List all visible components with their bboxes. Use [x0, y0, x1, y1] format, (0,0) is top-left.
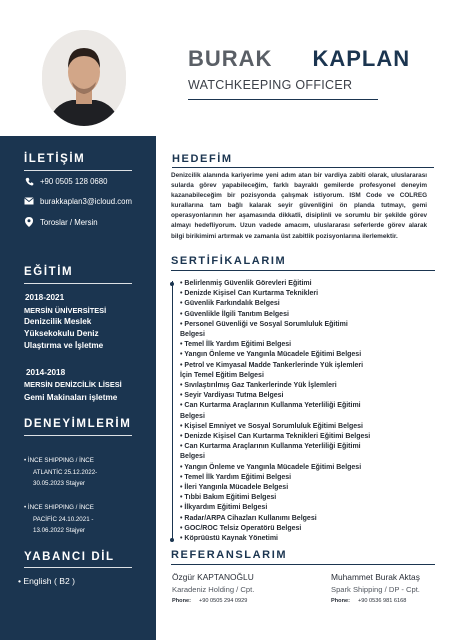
experience-1-line-2: ATLANTİC 25.12.2022- — [33, 468, 98, 476]
profile-photo — [42, 30, 126, 126]
education-school-1: MERSİN ÜNİVERSİTESİ — [24, 306, 107, 315]
certificates-list — [180, 279, 442, 544]
education-line-1a: Denizcilik Meslek — [24, 317, 92, 326]
certificate-item: • Tıbbi Bakım Eğitimi Belgesi — [180, 494, 277, 502]
job-title: WATCHKEEPING OFFICER — [188, 78, 353, 92]
certificate-item: • Personel Güvenliği ve Sosyal Sorumluluk Eğitimi — [180, 320, 348, 328]
timeline-dot-top — [170, 282, 174, 286]
experience-2-line-2: PACİFİC 24.10.2021 - — [33, 515, 94, 523]
certificate-item: • GOC/ROC Telsiz Operatörü Belgesi — [180, 524, 302, 532]
certificates-heading: SERTİFİKALARIM — [171, 255, 287, 267]
certificate-item: • Temel İlk Yardım Eğitimi Belgesi — [180, 473, 292, 481]
reference-2-phone: Phone: +90 0536 981 6168 — [331, 598, 407, 604]
phone-icon — [24, 176, 34, 186]
certificate-item: • Köprüüstü Kaynak Yönetimi — [180, 535, 279, 543]
references-divider — [171, 564, 435, 565]
last-name: KAPLAN — [312, 46, 411, 71]
certificate-item: • Belirlenmiş Güvenlik Görevleri Eğitimi — [180, 280, 312, 287]
certificate-item: • Sıvılaştırılmış Gaz Tankerlerinde Yük İşlemleri — [180, 382, 337, 390]
certificate-item: • Petrol ve Kimyasal Madde Tankerlerinde Yük işlemleri — [180, 361, 364, 369]
certificate-item: • Seyir Vardiyası Tutma Belgesi — [180, 392, 284, 400]
certificates-divider — [171, 270, 435, 271]
certificate-item: • Güvenlikle İlgili Tanıtım Belgesi — [180, 310, 289, 318]
education-heading: EĞİTİM — [24, 266, 74, 278]
education-line-2a: Gemi Makinaları işletme — [24, 393, 118, 402]
location-pin-icon — [24, 217, 34, 227]
certificate-item: • Güvenlik Farkındalık Belgesi — [180, 300, 280, 308]
certificate-item: Belgesi — [180, 453, 205, 461]
education-years-1: 2018-2021 — [25, 293, 65, 302]
profile-divider — [172, 167, 434, 168]
certificate-item: Belgesi — [180, 331, 205, 339]
certificate-item: • Yangın Önleme ve Yangınla Mücadele Eğitimi Belgesi — [180, 351, 362, 359]
certificate-item: • Denizde Kişisel Can Kurtarma Teknikleri — [180, 290, 319, 298]
certificate-item: • Temel İlk Yardım Eğitimi Belgesi — [180, 341, 292, 349]
certificate-item: • Yangın Önleme ve Yangınla Mücadele Eğitimi Belgesi — [180, 463, 362, 471]
full-name — [188, 46, 410, 72]
education-years-2: 2014-2018 — [26, 368, 66, 377]
certificates-timeline — [172, 281, 173, 540]
experience-2-line-3: 13.06.2022 Stajyer — [33, 527, 85, 534]
certificate-item: • Kişisel Emniyet ve Sosyal Sorumluluk Eğitimi Belgesi — [180, 422, 363, 430]
profile-heading: HEDEFİM — [172, 153, 233, 165]
certificate-item: • Can Kurtarma Araçlarının Kullanma Yeterliliği Eğitimi — [180, 402, 361, 410]
experience-item-2 — [24, 502, 94, 537]
certificate-item: • İleri Yangınla Mücadele Belgesi — [180, 484, 289, 492]
experience-1-line-1: • İNCE SHIPPING / İNCE — [24, 457, 94, 464]
education-line-1b: Yüksekokulu Deniz — [24, 329, 99, 338]
education-divider — [24, 283, 132, 284]
languages-heading: YABANCI DİL — [24, 551, 115, 563]
languages-divider — [24, 567, 132, 568]
education-line-1c: Ulaştırma ve İşletme — [24, 341, 104, 350]
experience-divider — [24, 435, 132, 436]
references-heading: REFERANSLARIM — [171, 549, 288, 561]
contact-location: Toroslar / Mersin — [40, 218, 98, 227]
certificate-item: • İlkyardım Eğitimi Belgesi — [180, 504, 268, 512]
title-divider — [188, 99, 378, 100]
experience-heading: DENEYİMLERİM — [24, 418, 132, 430]
person-avatar-icon — [42, 30, 126, 126]
contact-phone: +90 0505 128 0680 — [40, 177, 108, 186]
certificate-item: • Denizde Kişisel Can Kurtarma Teknikleri Eğitimi Belgesi — [180, 433, 371, 441]
reference-2-org: Spark Shipping / DP - Cpt. — [331, 585, 420, 594]
experience-1-line-3: 30.05.2023 Stajyer — [33, 480, 85, 487]
mail-icon — [24, 196, 34, 206]
reference-1-phone: Phone: +90 0505 294 0929 — [172, 598, 248, 604]
certificate-item: İçin Temel Eğitim Belgesi — [180, 371, 264, 379]
contact-divider — [24, 170, 132, 171]
timeline-dot-bottom — [170, 538, 174, 542]
experience-2-line-1: • İNCE SHIPPING / İNCE — [24, 504, 94, 511]
certificate-item: Belgesi — [180, 412, 205, 420]
contact-email: burakkaplan3@icloud.com — [40, 197, 132, 206]
profile-text: Denizcilik alanında kariyerime yeni adım atan bir vardiya zabiti olarak, uluslararası sularda görev yapabileceğim, farklı bayraklı gemilerde profesyonel deneyim kazanabileceğim bir pozisyonda çalışmak istiyorum. ISM Code ve COLREG kurallarına tam bağlı kalarak seyir güvenliğini ön planda tutmayı, gemi operasyonlarının her aşamasında dikkatli, disiplinli ve sorumlu bir şekilde görev almayı hedefliyorum. Uzun vadede amacım, uluslararası seferlerde görev alarak bilgi birikimimi artırmak ve zamanla üst zabitlik pozisyonlarına ilerlemektir. — [171, 172, 428, 240]
experience-item-1 — [24, 455, 97, 490]
contact-heading: İLETİŞİM — [24, 153, 86, 165]
reference-1-org: Karadeniz Holding / Cpt. — [172, 585, 255, 594]
reference-1-name: Özgür KAPTANOĞLU — [172, 572, 254, 582]
education-school-2: MERSİN DENİZCİLİK LİSESİ — [24, 380, 122, 389]
first-name: BURAK — [188, 46, 273, 71]
language-item-1: • English ( B2 ) — [18, 576, 75, 586]
reference-2-name: Muhammet Burak Aktaş — [331, 572, 420, 582]
certificate-item: • Can Kurtarma Araçlarının Kullanma Yeterliliği Eğitimi — [180, 443, 361, 451]
certificate-item: • Radar/ARPA Cihazları Kullanımı Belgesi — [180, 514, 317, 522]
